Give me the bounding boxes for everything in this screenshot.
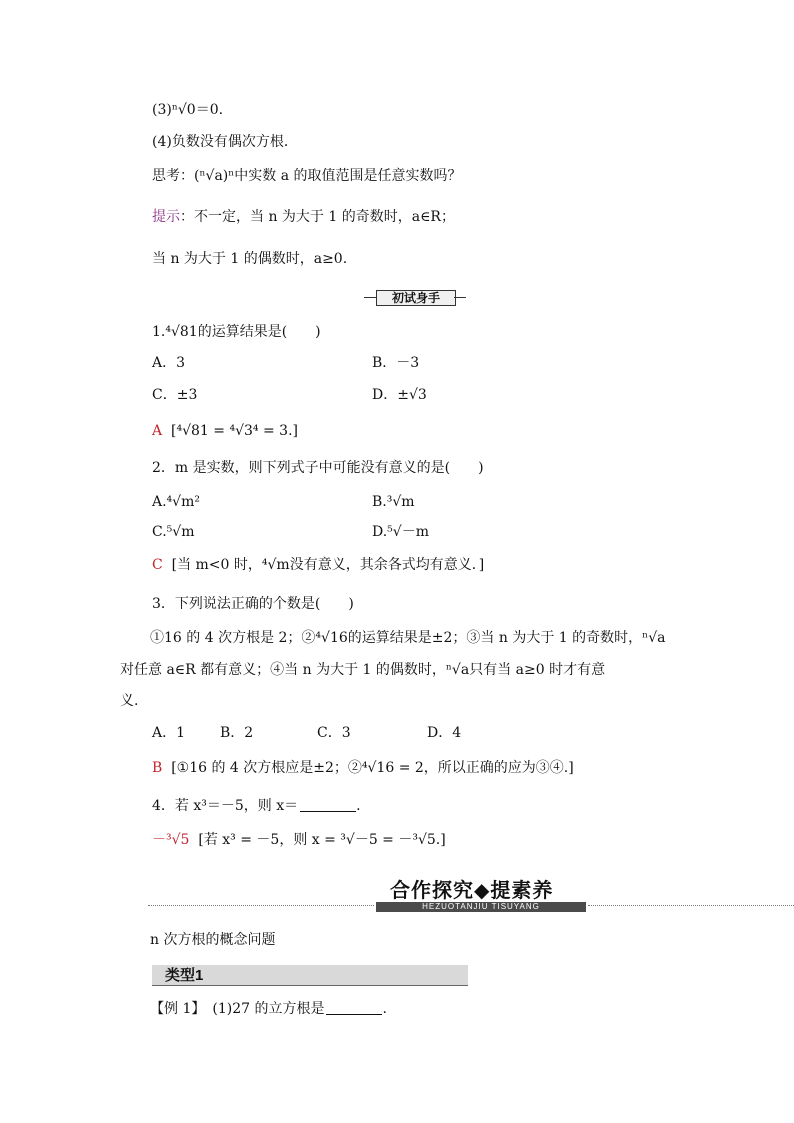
- q1-option-b: B．－3: [372, 355, 420, 371]
- example-blank: [326, 1000, 382, 1015]
- q2-option-c: C.⁵√m: [152, 524, 195, 540]
- section-title: 合作探究◆提素养: [390, 880, 554, 902]
- answer-4-text: [若 x³ = －5，则 x = ³√－5 = －³√5.]: [198, 832, 446, 848]
- answer-3-letter: B: [152, 760, 163, 776]
- answer-2-text: [当 m<0 时，⁴√m没有意义，其余各式均有意义．]: [171, 557, 485, 573]
- q3-option-d: D．4: [427, 725, 462, 741]
- think-question: 思考：(ⁿ√a)ⁿ中实数 a 的取值范围是任意实数吗？: [152, 168, 462, 184]
- q1-option-a: A．3: [152, 355, 186, 371]
- answer-4: [152, 830, 446, 850]
- section-subtitle: HEZUOTANJIU TISUYANG: [376, 902, 586, 912]
- question-3-line-3: 义.: [120, 693, 139, 709]
- q2-option-d: D.⁵√－m: [372, 524, 429, 540]
- q3-option-c: C．3: [317, 725, 351, 741]
- answer-2: [152, 555, 484, 575]
- question-3-line-1: ①16 的 4 次方根是 2；②⁴√16的运算结果是±2；③当 n 为大于 1 的奇数时，ⁿ√a: [150, 630, 666, 646]
- answer-1-text: [⁴√81 = ⁴√3⁴ = 3.]: [171, 423, 298, 439]
- trial-banner-label: 初试身手: [376, 290, 456, 306]
- topic-heading: n 次方根的概念问题: [150, 932, 276, 948]
- answer-4-value: －³√5: [152, 832, 190, 848]
- answer-3-text: [①16 的 4 次方根应是±2；②⁴√16 = 2，所以正确的应为③④.]: [171, 760, 574, 776]
- type-label: 类型1: [165, 967, 204, 984]
- hint-line-1: [152, 207, 455, 227]
- trial-banner: [364, 289, 466, 307]
- answer-blank: [300, 797, 356, 812]
- question-2: 2．m 是实数，则下列式子中可能没有意义的是( ): [152, 460, 484, 476]
- q3-option-b: B．2: [220, 725, 254, 741]
- q2-option-b: B.³√m: [372, 494, 415, 510]
- question-4: 4．若 x³＝－5，则 x＝ .: [152, 798, 361, 814]
- line-4: (4)负数没有偶次方根．: [152, 134, 298, 150]
- section-rule-right: [588, 905, 794, 906]
- question-1: 1.⁴√81的运算结果是( ): [152, 324, 321, 340]
- answer-2-letter: C: [152, 557, 163, 573]
- q3-option-a: A．1: [152, 725, 186, 741]
- hint-line-2: 当 n 为大于 1 的偶数时，a≥0.: [152, 251, 348, 267]
- answer-1: [152, 421, 298, 441]
- q1-option-c: C．±3: [152, 387, 198, 403]
- answer-1-letter: A: [152, 423, 163, 439]
- question-3: 3．下列说法正确的个数是( ): [152, 596, 354, 612]
- question-3-line-2: 对任意 a∈R 都有意义；④当 n 为大于 1 的偶数时，ⁿ√a只有当 a≥0 时才有意: [120, 662, 606, 678]
- line-3: (3)ⁿ√0＝0.: [152, 102, 224, 118]
- answer-3: [152, 758, 574, 778]
- q1-option-d: D．±√3: [372, 387, 427, 403]
- section-rule-left: [148, 905, 374, 906]
- hint-text: ：不一定，当 n 为大于 1 的奇数时，a∈R；: [180, 209, 455, 225]
- example-1: 【例 1】 (1)27 的立方根是 .: [150, 1001, 387, 1017]
- q2-option-a: A.⁴√m²: [152, 494, 200, 510]
- hint-label: 提示: [152, 209, 180, 225]
